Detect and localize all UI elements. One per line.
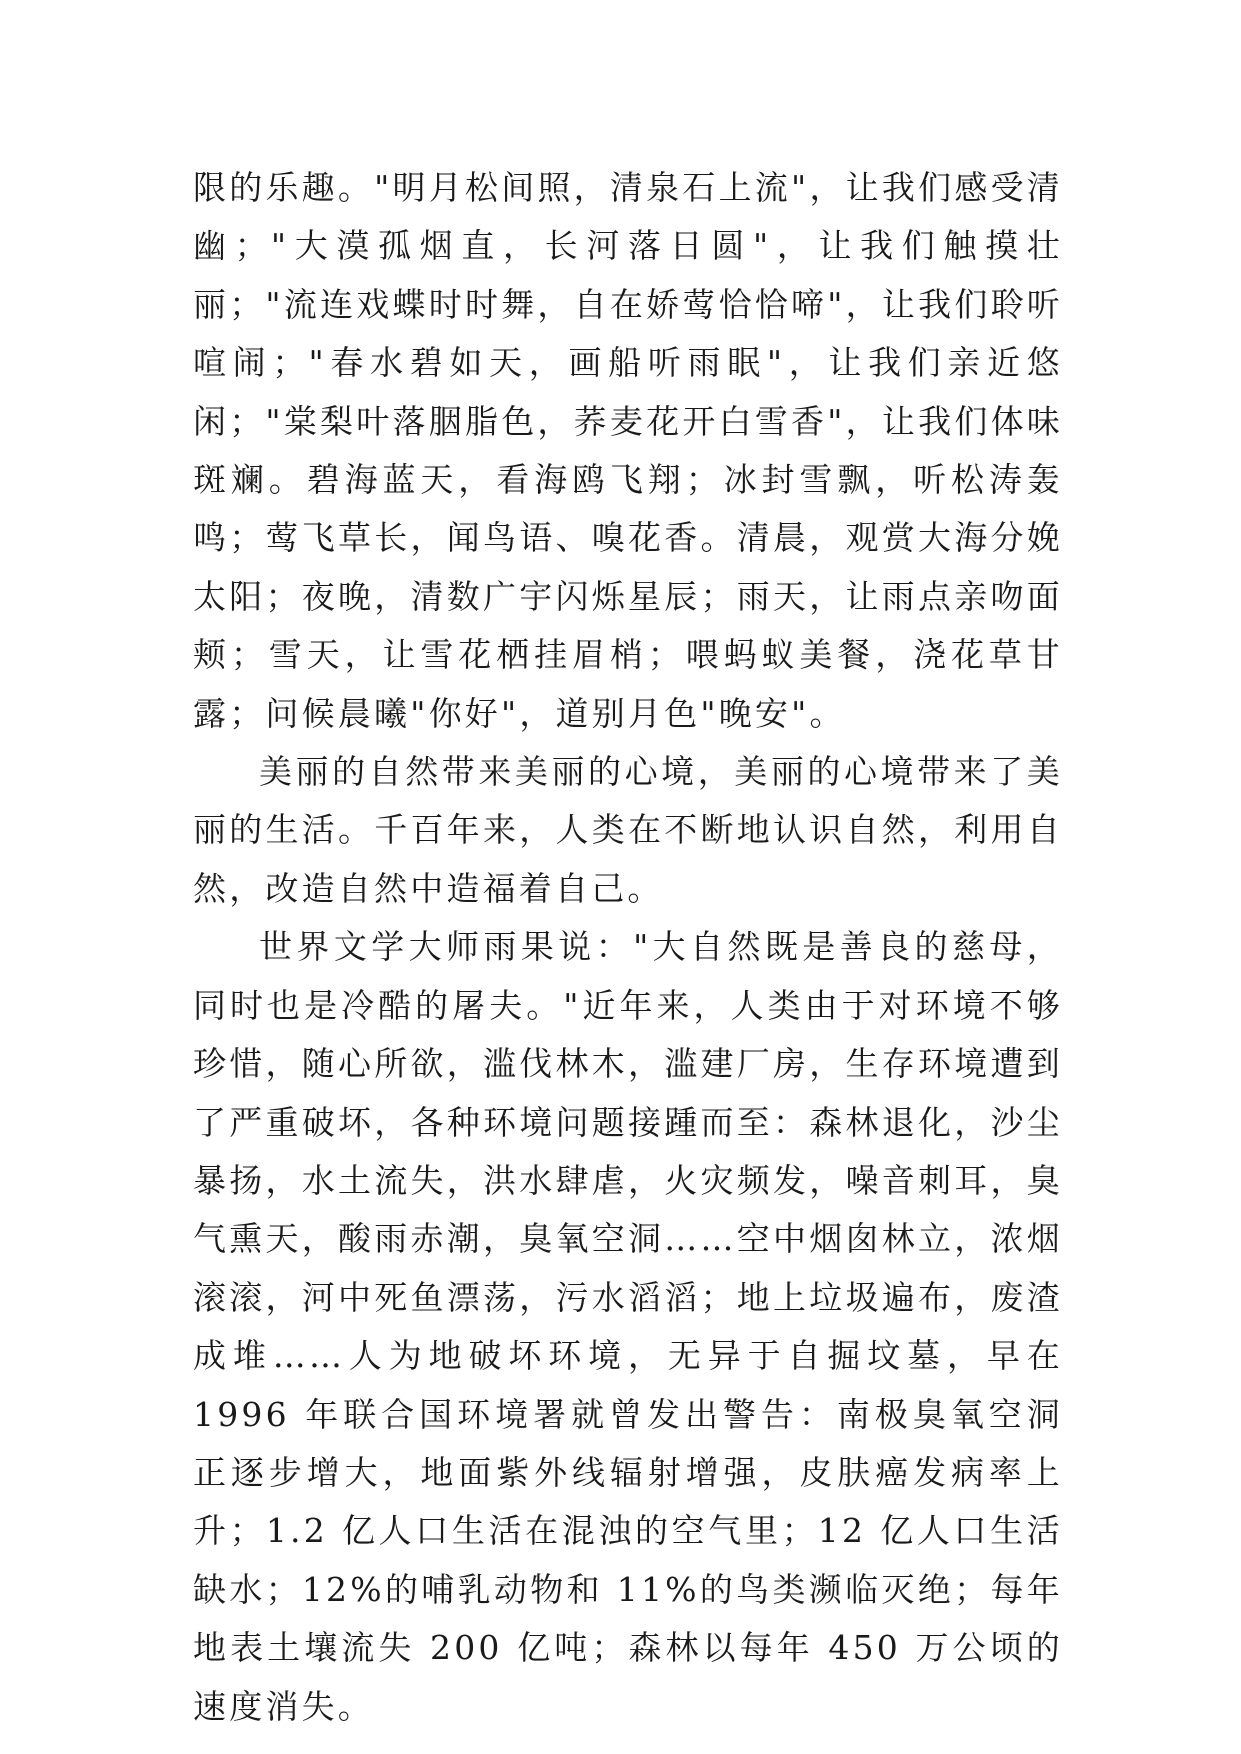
paragraph-3: 世界文学大师雨果说："大自然既是善良的慈母，同时也是冷酷的屠夫。"近年来，人类由于对环境不够珍惜，随心所欲，滥伐林木，滥建厂房，生存环境遭到了严重破坏，各种环境问题接踵而至：森林退化，沙尘暴扬，水土流失，洪水肆虐，火灾频发，噪音刺耳，臭气熏天，酸雨赤潮，臭氧空洞……空中烟囱林立，浓烟滚滚，河中死鱼漂荡，污水滔滔；地上垃圾遍布，废渣成堆……人为地破坏环境，无异于自掘坟墓，早在 1996 年联合国环境署就曾发出警告：南极臭氧空洞正逐步增大，地面紫外线辐射增强，皮肤癌发病率上升；1.2 亿人口生活在混浊的空气里；12 亿人口生活缺水；12%的哺乳动物和 11%的鸟类濒临灭绝；每年地表土壤流失 200 亿吨；森林以每年 450 万公顷的速度消失。 <box>193 927 1063 1726</box>
body-text <box>193 159 1063 1736</box>
paragraph-2: 美丽的自然带来美丽的心境，美丽的心境带来了美丽的生活。千百年来，人类在不断地认识自然，利用自然，改造自然中造福着自己。 <box>193 752 1063 908</box>
paragraph-1: 限的乐趣。"明月松间照，清泉石上流"，让我们感受清幽；"大漠孤烟直，长河落日圆"，让我们触摸壮丽；"流连戏蝶时时舞，自在娇莺恰恰啼"，让我们聆听喧闹；"春水碧如天，画船听雨眠"，让我们亲近悠闲；"棠梨叶落胭脂色，荞麦花开白雪香"，让我们体味斑斓。碧海蓝天，看海鸥飞翔；冰封雪飘，听松涛轰鸣；莺飞草长，闻鸟语、嗅花香。清晨，观赏大海分娩太阳；夜晚，清数广宇闪烁星辰；雨天，让雨点亲吻面颊；雪天，让雪花栖挂眉梢；喂蚂蚁美餐，浇花草甘露；问候晨曦"你好"，道别月色"晚安"。 <box>193 168 1063 733</box>
